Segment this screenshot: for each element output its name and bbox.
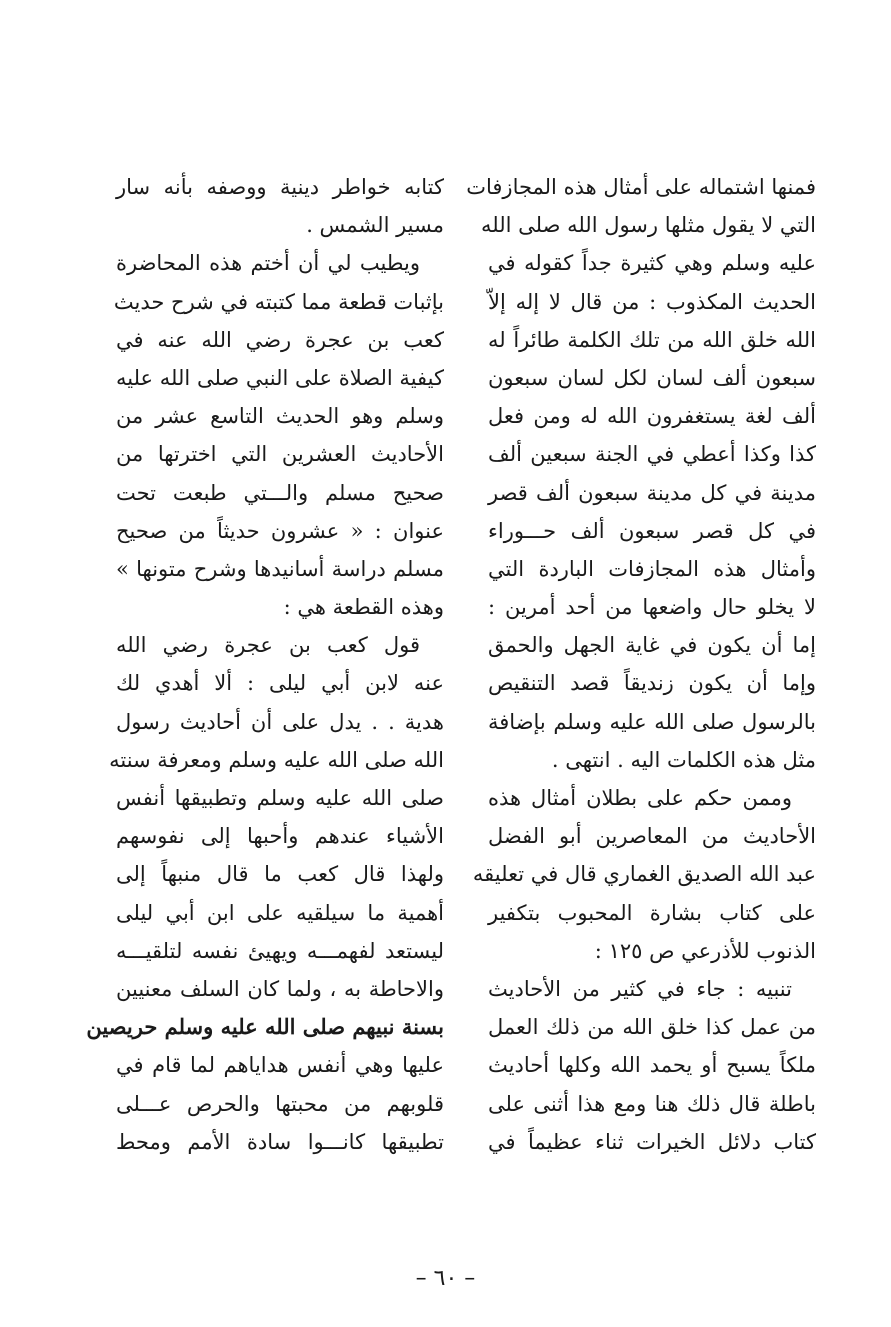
text-line: الأحاديث العشرين التي اخترتها من [116, 442, 444, 467]
text-line: ألف لغة يستغفرون الله له ومن فعل [488, 404, 816, 429]
text-line: الأحاديث من المعاصرين أبو الفضل [488, 824, 816, 849]
text-line: على كتاب بشارة المحبوب بتكفير [488, 900, 816, 925]
text-line: هدية . . يدل على أن أحاديث رسول [116, 709, 444, 734]
text-line: الأشياء عندهم وأحبها إلى نفوسهم [116, 824, 444, 849]
text-line: عنه لابن أبي ليلى : ألا أهدي لك [116, 671, 444, 696]
text-line: بسنة نبيهم صلى الله عليه وسلم حريصين [86, 1014, 444, 1040]
text-line: وسلم وهو الحديث التاسع عشر من [116, 404, 444, 429]
text-line: مدينة في كل مدينة سبعون ألف قصر [488, 480, 816, 505]
text-line: صلى الله عليه وسلم وتطبيقها أنفس [116, 786, 444, 810]
text-line: كتابه خواطر دينية ووصفه بأنه سار [116, 175, 444, 199]
text-line: وممن حكم على بطلان أمثال هذه [488, 786, 792, 810]
text-line: وهذه القطعة هي : [283, 595, 444, 620]
text-line: تنبيه : جاء في كثير من الأحاديث [488, 976, 792, 1001]
text-line: عليها وهي أنفس هداياهم لما قام في [116, 1053, 444, 1078]
text-line: إما أن يكون في غاية الجهل والحمق [488, 633, 816, 658]
text-line: أهمية ما سيلقيه على ابن أبي ليلى [116, 900, 444, 925]
text-line: مسير الشمس . [306, 213, 444, 238]
text-line: بالرسول صلى الله عليه وسلم بإضافة [488, 709, 816, 734]
right-column [466, 168, 816, 1161]
text-line: التي لا يقول مثلها رسول الله صلى الله [481, 213, 816, 238]
text-line: لا يخلو حال واضعها من أحد أمرين : [488, 595, 816, 620]
page-number: – ٦٠ – [415, 1266, 476, 1291]
text-line: صحيح مسلم والـــتي طبعت تحت [116, 480, 444, 505]
text-line: الله صلى الله عليه وسلم ومعرفة سنته [109, 747, 444, 772]
text-line: الله خلق الله من تلك الكلمة طائراً له [488, 327, 816, 352]
text-line: مسلم دراسة أسانيدها وشرح متونها » [116, 556, 444, 581]
text-line: ليستعد لفهمـــه ويهيئ نفسه لتلقيـــه [116, 938, 444, 963]
text-line: الذنوب للأذرعي ص ١٢٥ : [594, 938, 816, 963]
text-line: قلوبهم من محبتها والحرص عـــلى [116, 1091, 444, 1116]
text-line: مثل هذه الكلمات اليه . انتهى . [551, 747, 816, 772]
text-line: عليه وسلم وهي كثيرة جداً كقوله في [488, 251, 816, 276]
text-line: عبد الله الصديق الغماري قال في تعليقه [472, 862, 816, 887]
text-line: كذا وكذا أعطي في الجنة سبعين ألف [488, 442, 816, 467]
text-line: وأمثال هذه المجازفات الباردة التي [488, 556, 816, 581]
text-line: سبعون ألف لسان لكل لسان سبعون [488, 365, 816, 390]
text-line: كيفية الصلاة على النبي صلى الله عليه [116, 365, 444, 390]
text-line: بإثبات قطعة مما كتبته في شرح حديث [113, 289, 444, 314]
text-line: كتاب دلائل الخيرات ثناء عظيماً في [488, 1129, 816, 1154]
text-line: والاحاطة به ، ولما كان السلف معنيين [116, 976, 444, 1001]
text-line: ويطيب لي أن أختم هذه المحاضرة [116, 251, 420, 276]
text-line: فمنها اشتماله على أمثال هذه المجازفات [466, 175, 816, 199]
left-column [86, 168, 444, 1161]
text-line: عنوان : « عشرون حديثاً من صحيح [116, 518, 444, 543]
text-line: تطبيقها كانـــوا سادة الأمم ومحط [116, 1129, 444, 1154]
text-line: ولهذا قال كعب ما قال منبهاً إلى [116, 862, 444, 887]
text-line: كعب بن عجرة رضي الله عنه في [116, 327, 444, 352]
text-line: وإما أن يكون زنديقاً قصد التنقيص [488, 671, 816, 696]
text-line: الحديث المكذوب : من قال لا إله إلاّ [488, 289, 816, 314]
text-line: في كل قصر سبعون ألف حـــوراء [488, 518, 816, 543]
text-line: قول كعب بن عجرة رضي الله [116, 633, 420, 658]
text-line: ملكاً يسبح أو يحمد الله وكلها أحاديث [488, 1053, 816, 1078]
text-line: باطلة قال ذلك هنا ومع هذا أثنى على [488, 1091, 816, 1116]
text-line: من عمل كذا خلق الله من ذلك العمل [488, 1015, 816, 1040]
